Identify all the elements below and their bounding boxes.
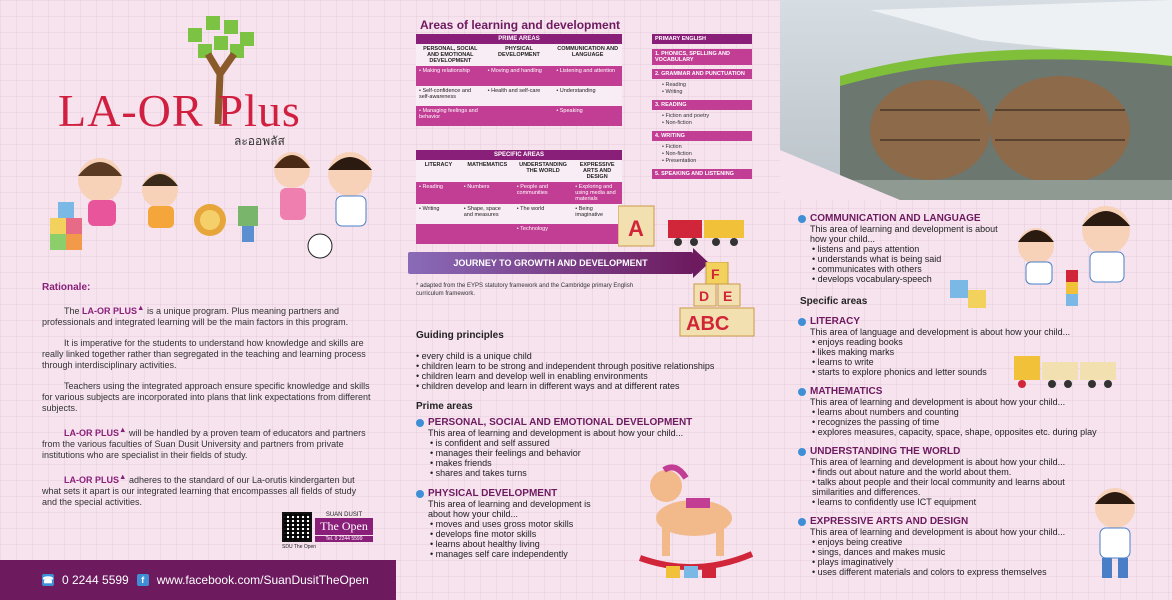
bullet-dot-icon	[416, 490, 424, 498]
english-subitem: • Non-fiction	[662, 120, 692, 126]
list-item: • children learn and develop well in enabling environments	[416, 371, 776, 381]
table-col: MATHEMATICS	[461, 160, 514, 182]
list-item: • manages their feelings and behavior	[430, 448, 716, 458]
right-panel	[780, 0, 1172, 600]
prime-areas-title: Prime areas	[416, 401, 473, 412]
bullet-dot-icon	[798, 518, 806, 526]
bullet-dot-icon	[798, 388, 806, 396]
phone-icon: ☎	[42, 575, 54, 585]
table-cell: • Reading	[416, 182, 461, 204]
journey-arrow-banner: JOURNEY TO GROWTH AND DEVELOPMENT	[408, 252, 693, 274]
specific-areas-header: SPECIFIC AREAS	[416, 150, 622, 160]
primary-english-column	[652, 34, 752, 182]
table-cell: • Being imaginative	[572, 204, 622, 224]
english-subitem: • Fiction	[662, 144, 682, 150]
table-col: PERSONAL, SOCIAL AND EMOTIONAL DEVELOPMENT	[416, 44, 485, 66]
table-cell: • Health and self-care	[485, 86, 554, 106]
phone-number[interactable]: 0 2244 5599	[62, 573, 129, 587]
list-item: • likes making marks	[812, 347, 1098, 357]
english-strand: 3. READING	[652, 100, 752, 110]
physical-section: PHYSICAL DEVELOPMENT This area of learning and development is about how your child... • moves and uses gross motor skills • develops fine motor skills • learns about healthy living • manages self care independently	[416, 489, 636, 559]
list-item: • learns to write	[812, 357, 1098, 367]
list-item: • understands what is being said	[812, 254, 1018, 264]
table-col: EXPRESSIVE ARTS AND DESIGN	[572, 160, 622, 182]
guiding-principles	[416, 330, 776, 418]
table-col: COMMUNICATION AND LANGUAGE	[553, 44, 622, 66]
list-item: • communicates with others	[812, 264, 1018, 274]
list-item: • moves and uses gross motor skills	[430, 519, 636, 529]
table-cell	[416, 224, 461, 244]
table-col: PHYSICAL DEVELOPMENT	[485, 44, 554, 66]
facebook-link[interactable]: www.facebook.com/SuanDusitTheOpen	[156, 573, 369, 587]
list-item: • develops fine motor skills	[430, 529, 636, 539]
list-item: • recognizes the passing of time	[812, 417, 1158, 427]
rationale-paragraph-2: It is imperative for the students to understand how knowledge and skills are really linked together rather than segregated in the teaching and learning process through interdisciplinary activities.	[42, 338, 366, 370]
prime-areas-header: PRIME AREAS	[416, 34, 622, 44]
english-strand: 1. PHONICS, SPELLING AND VOCABULARY	[652, 49, 752, 65]
table-cell: • Technology	[514, 224, 572, 244]
table-col: UNDERSTANDING THE WORLD	[514, 160, 572, 182]
bullet-dot-icon	[416, 419, 424, 427]
table-cell: • Managing feelings and behavior	[416, 106, 485, 126]
rocking-horse-icon	[636, 458, 756, 583]
list-item: • enjoys being creative	[812, 537, 1098, 547]
prime-areas-table	[416, 34, 622, 126]
table-cell: • Writing	[416, 204, 461, 224]
list-item: • starts to explore phonics and letter sounds	[812, 367, 1098, 377]
table-cell	[485, 106, 554, 126]
list-item: • finds out about nature and the world about them.	[812, 467, 1098, 477]
expressive-arts-section: EXPRESSIVE ARTS AND DESIGN This area of learning and development is about how your child... • enjoys being creative • sings, dances and makes music • plays imaginatively • uses different materials and colors to express themselves	[798, 517, 1098, 577]
la-or-plus-logo	[58, 14, 338, 148]
adapted-note: * adapted from the EYPS statutory framework and the Cambridge primary English curriculum framework.	[416, 283, 634, 297]
psed-section: PERSONAL, SOCIAL AND EMOTIONAL DEVELOPMENT This area of learning and development is about how your child... • is confident and self assured • manages their feelings and behavior • makes friends • shares and takes turns	[416, 418, 716, 478]
rationale-paragraph-5: LA-OR PLUS▲ adheres to the standard of our La-orutis kindergarten but what sets it apart is our integrated learning that encompasses all fields of study and the special activities.	[42, 472, 357, 507]
list-item: • makes friends	[430, 458, 716, 468]
table-cell: • Moving and handling	[485, 66, 554, 86]
bullet-dot-icon	[798, 318, 806, 326]
areas-title: Areas of learning and development	[420, 18, 621, 32]
logo-thai-text: ละออพลัส	[234, 134, 285, 148]
rationale-paragraph-3: Teachers using the integrated approach ensure specific knowledge and skills for various subjects are incorporated into plans that link expectations from different subjects.	[42, 381, 371, 413]
svg-text:E: E	[723, 288, 733, 304]
suan-dusit-brand-block	[282, 512, 376, 554]
table-cell: • Exploring and using media and materials	[572, 182, 622, 204]
english-subitem: • Non-fiction	[662, 151, 692, 157]
middle-panel	[396, 0, 780, 600]
table-cell: • Making relationship	[416, 66, 485, 86]
logo-wordmark: LA-OR Plus	[58, 85, 301, 136]
school-building-photo	[780, 0, 1172, 200]
abc-blocks-icon	[50, 202, 82, 250]
facebook-icon: f	[137, 574, 149, 586]
english-strand: 4. WRITING	[652, 131, 752, 141]
svg-text:ABC: ABC	[686, 313, 730, 335]
list-item: • learns about numbers and counting	[812, 407, 1158, 417]
list-item: • explores measures, capacity, space, shape, opposites etc. during play	[812, 427, 1158, 437]
table-cell: • Listening and attention	[553, 66, 622, 86]
list-item: • uses different materials and colors to express themselves	[812, 567, 1098, 577]
list-item: • sings, dances and makes music	[812, 547, 1098, 557]
qr-code-icon[interactable]	[282, 512, 312, 542]
list-item: • children learn to be strong and independent through positive relationships	[416, 361, 776, 371]
table-cell	[572, 224, 622, 244]
list-item: • manages self care independently	[430, 549, 636, 559]
the-open-logo: SUAN DUSIT The Open Tel. 0 2244 5599	[315, 512, 373, 554]
rationale-section	[42, 282, 372, 518]
list-item: • children develop and learn in different ways and at different rates	[416, 381, 776, 391]
table-cell: • Numbers	[461, 182, 514, 204]
left-panel	[0, 0, 396, 600]
block-letter: A	[628, 216, 644, 241]
list-item: • talks about people and their local community and learns about similarities and differences.	[812, 477, 1098, 497]
qr-caption: SDU The Open	[282, 544, 317, 550]
understanding-world-section: UNDERSTANDING THE WORLD This area of learning and development is about how your child... • finds out about nature and the world about them. • talks about people and their local community and learns about similarities and differences. • learns to confidently use ICT equipment	[798, 447, 1098, 507]
rationale-title: Rationale:	[42, 282, 91, 293]
list-item: • listens and pays attention	[812, 244, 1018, 254]
list-item: • learns to confidently use ICT equipment	[812, 497, 1098, 507]
english-subitem: • Presentation	[662, 158, 697, 164]
table-cell	[461, 224, 514, 244]
table-cell: • Shape, space and measures	[461, 204, 514, 224]
svg-text:F: F	[711, 266, 720, 282]
table-col: LITERACY	[416, 160, 461, 182]
literacy-section: LITERACY This area of language and development is about how your child... • enjoys reading books • likes making marks • learns to write • starts to explore phonics and letter sounds	[798, 317, 1098, 377]
children-illustration	[30, 140, 390, 270]
rationale-paragraph-1: The LA-OR PLUS▲ is a unique program. Plus meaning partners and professionals and integrated learning will be the main factors in this program.	[42, 303, 349, 327]
table-cell: • Speaking	[553, 106, 622, 126]
list-item: • every child is a unique child	[416, 351, 776, 361]
rationale-paragraph-4: LA-OR PLUS▲ will be handled by a proven team of educators and partners from the various faculties of Suan Dusit University and partners from private institutions who are specialist in their fields of study.	[42, 425, 366, 460]
bullet-dot-icon	[798, 448, 806, 456]
specific-areas-table	[416, 150, 622, 244]
table-cell: • Self-confidence and self-awareness	[416, 86, 485, 106]
boy-standing-illustration	[1080, 484, 1150, 584]
contact-footer	[0, 560, 396, 600]
table-cell: • The world	[514, 204, 572, 224]
boy-playing-blocks-illustration	[1006, 200, 1166, 310]
english-subitem: • Writing	[662, 89, 683, 95]
mathematics-section: MATHEMATICS This area of learning and development is about how your child... • learns about numbers and counting • recognizes the passing of time • explores measures, capacity, space, shape, opposites etc. during play	[798, 387, 1158, 437]
toy-blocks-train-icon	[618, 200, 758, 260]
table-cell: • Understanding	[553, 86, 622, 106]
english-subitem: • Fiction and poetry	[662, 113, 710, 119]
primary-english-header: PRIMARY ENGLISH	[652, 34, 752, 44]
list-item: • enjoys reading books	[812, 337, 1098, 347]
list-item: • plays imaginatively	[812, 557, 1098, 567]
list-item: • is confident and self assured	[430, 438, 716, 448]
table-cell: • People and communities	[514, 182, 572, 204]
toy-train-icon	[1012, 348, 1122, 390]
guiding-title: Guiding principles	[416, 330, 504, 341]
list-item: • develops vocabulary-speech	[812, 274, 1018, 284]
english-strand: 5. SPEAKING AND LISTENING	[652, 169, 752, 179]
communication-section: COMMUNICATION AND LANGUAGE This area of learning and development is about how your child... • listens and pays attention • understands what is being said • communicates with others • develops vocabulary-speech	[798, 214, 1018, 284]
list-item: • learns about healthy living	[430, 539, 636, 549]
english-subitem: • Reading	[662, 82, 686, 88]
specific-areas-title: Specific areas	[800, 296, 868, 307]
english-strand: 2. GRAMMAR AND PUNCTUATION	[652, 69, 752, 79]
bullet-dot-icon	[798, 215, 806, 223]
list-item: • shares and takes turns	[430, 468, 716, 478]
svg-text:D: D	[699, 288, 710, 304]
